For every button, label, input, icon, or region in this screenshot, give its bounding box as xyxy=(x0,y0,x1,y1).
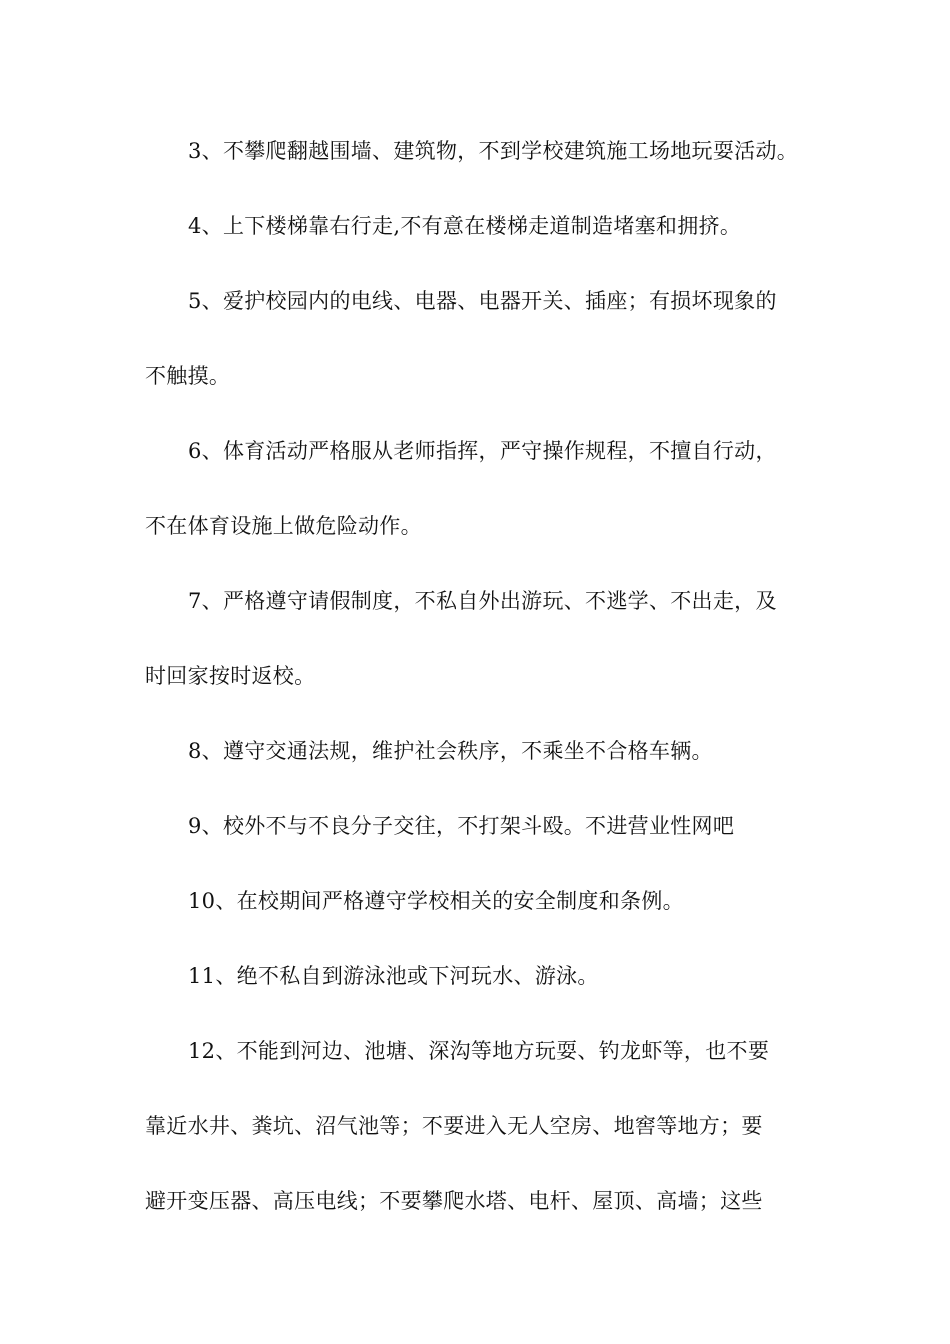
rule-5-line-1: 5、爱护校园内的电线、电器、电器开关、插座；有损坏现象的 xyxy=(188,289,777,313)
rule-8-line-1: 8、遵守交通法规，维护社会秩序，不乘坐不合格车辆。 xyxy=(188,739,713,763)
rule-12-line-3: 避开变压器、高压电线；不要攀爬水塔、电杆、屋顶、高墙；这些 xyxy=(145,1189,763,1213)
rule-11-line-1: 11、绝不私自到游泳池或下河玩水、游泳。 xyxy=(188,964,599,988)
rule-10-line-1: 10、在校期间严格遵守学校相关的安全制度和条例。 xyxy=(188,889,684,913)
rule-7-line-1: 7、严格遵守请假制度，不私自外出游玩、不逃学、不出走，及 xyxy=(188,589,777,613)
rule-12-line-1: 12、不能到河边、池塘、深沟等地方玩耍、钓龙虾等，也不要 xyxy=(188,1039,770,1063)
rule-6-line-2: 不在体育设施上做危险动作。 xyxy=(145,514,422,538)
rule-5-line-2: 不触摸。 xyxy=(145,364,231,388)
rule-9-line-1: 9、校外不与不良分子交往，不打架斗殴。不进营业性网吧 xyxy=(188,814,735,838)
rule-6-line-1: 6、体育活动严格服从老师指挥，严守操作规程，不擅自行动， xyxy=(188,439,777,463)
rule-3-line-1: 3、不攀爬翻越围墙、建筑物，不到学校建筑施工场地玩耍活动。 xyxy=(188,139,799,163)
rule-12-line-2: 靠近水井、粪坑、沼气池等；不要进入无人空房、地窖等地方；要 xyxy=(145,1114,763,1138)
rule-7-line-2: 时回家按时返校。 xyxy=(145,664,316,688)
rule-4-line-1: 4、上下楼梯靠右行走,不有意在楼梯走道制造堵塞和拥挤。 xyxy=(188,214,742,238)
